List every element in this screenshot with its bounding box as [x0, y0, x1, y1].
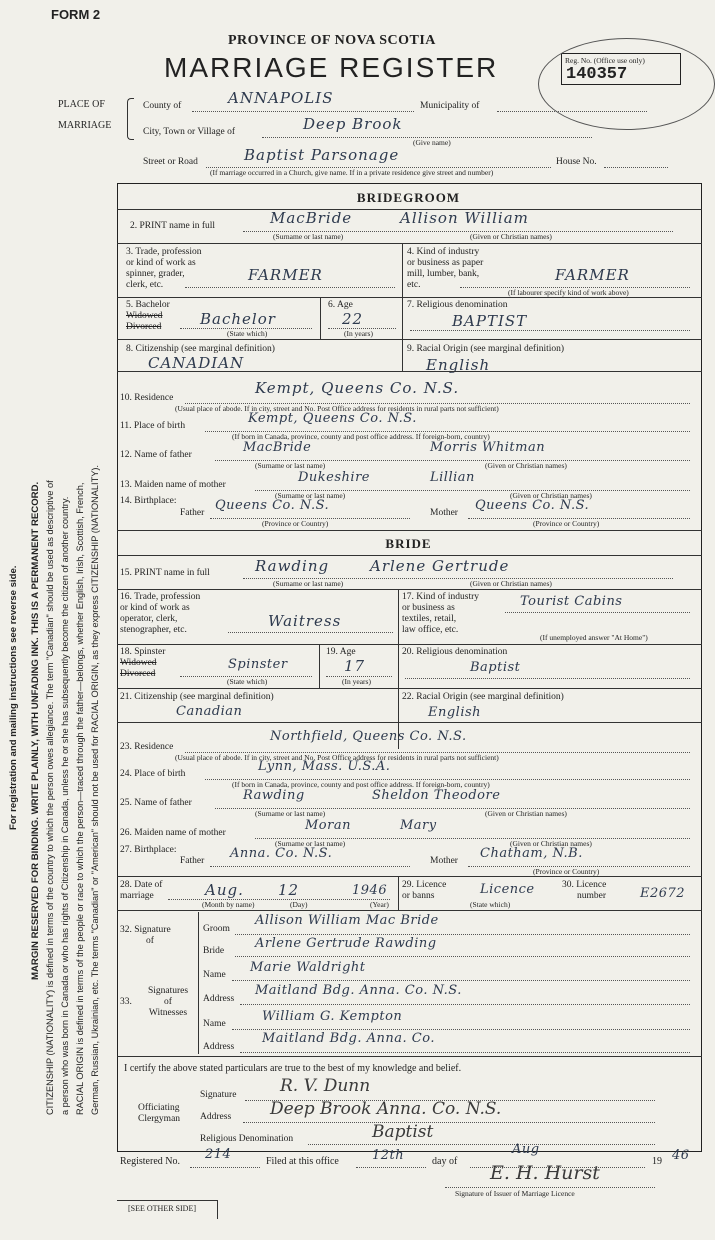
groom-racial: English [426, 356, 491, 374]
clergy-address-label: Address [200, 1112, 232, 1122]
clergy-denomination: Baptist [372, 1122, 434, 1142]
groom-mother-surname: Dukeshire [298, 470, 370, 485]
groom-residence: Kempt, Queens Co. N.S. [255, 379, 460, 397]
marriage-month-note: (Month by name) [202, 900, 255, 909]
margin-line-3: CITIZENSHIP (NATIONALITY) is defined in terms of the country to which the person owes allegiance. The term "Canadian" should be used as descriptive of [45, 480, 55, 1115]
w1-address-label: Address [203, 994, 235, 1004]
w2-address: Maitland Bdg. Anna. Co. [262, 1031, 435, 1046]
groom-name-label: 2. PRINT name in full [130, 221, 216, 231]
registered-number: 214 [205, 1147, 232, 1162]
filed-day: 12th [372, 1148, 405, 1163]
year-prefix: 19 [652, 1156, 662, 1167]
groom-bp-mother: Queens Co. N.S. [475, 498, 590, 513]
place-brace [127, 98, 134, 140]
bride-bp-father-label: Father [180, 856, 205, 866]
groom-citizenship: CANADIAN [148, 354, 245, 372]
place-note: (If marriage occurred in a Church, give name. If in a private residence give street and number) [210, 168, 494, 177]
bride-mother-given: Mary [400, 818, 437, 833]
groom-father-surname-note: (Surname or last name) [255, 461, 326, 470]
groom-status-label: 5. Bachelor Widowed Divorced [126, 300, 170, 332]
bride-father-surname-note: (Surname or last name) [255, 809, 326, 818]
bride-religion: Baptist [470, 660, 521, 675]
bride-industry: Tourist Cabins [520, 594, 623, 609]
groom-age: 22 [342, 310, 364, 328]
groom-religion: BAPTIST [452, 312, 528, 330]
bride-status: Spinster [228, 657, 288, 672]
county-label: County of [143, 101, 182, 111]
bride-birth: Lynn, Mass. U.S.A. [258, 759, 391, 774]
filed-label: Filed at this office [266, 1156, 339, 1167]
bride-header: BRIDE [385, 536, 432, 551]
groom-status-note: (State which) [227, 329, 268, 338]
county-value: ANNAPOLIS [228, 89, 334, 107]
groom-industry-label: 4. Kind of industry or business as paper mill, lumber, bank, etc. [407, 247, 484, 290]
groom-father-given: Morris Whitman [430, 440, 546, 455]
licence-number: E2672 [640, 886, 686, 901]
groom-trade: FARMER [248, 266, 323, 284]
marriage-day-note: (Day) [290, 900, 308, 909]
clergy-label: Officiating Clergyman [138, 1103, 181, 1124]
groom-bp-father-note: (Province or Country) [262, 519, 329, 528]
filed-year: 46 [672, 1148, 690, 1163]
w1-name: Marie Waldright [250, 960, 366, 975]
groom-father-label: 12. Name of father [120, 450, 192, 460]
bride-given-note: (Given or Christian names) [470, 579, 552, 588]
certify-text: I certify the above stated particulars are true to the best of my knowledge and belief. [124, 1063, 462, 1074]
municipality-label: Municipality of [420, 101, 480, 111]
place-label-1: PLACE OF [58, 99, 105, 110]
groom-bp-mother-label: Mother [430, 508, 458, 518]
groom-mother-given: Lillian [430, 470, 475, 485]
bride-industry-label: 17. Kind of industry or business as textiles, retail, law office, etc. [402, 592, 480, 635]
w1-name-label: Name [203, 970, 226, 980]
groom-birth-label: 11. Place of birth [120, 421, 186, 431]
w1-address: Maitland Bdg. Anna. Co. N.S. [255, 983, 462, 998]
groom-residence-label: 10. Residence [120, 393, 174, 403]
bride-residence: Northfield, Queens Co. N.S. [270, 729, 467, 744]
groom-residence-note: (Usual place of abode. If in city, street and No. Post Office address for residents in rural parts not sufficient) [175, 404, 499, 413]
margin-line-6: German, Russian, Ukrainian, etc. The terms "Canadian" or "American" should not be used for RACIAL ORIGIN, as they express CITIZENSHIP (NATIONALITY). [90, 465, 100, 1115]
marriage-year-note: (Year) [370, 900, 389, 909]
bride-age-label: 19. Age [326, 647, 356, 657]
day-of-label: day of [432, 1156, 458, 1167]
groom-surname: MacBride [270, 209, 353, 227]
bottom-rule [117, 1200, 218, 1219]
bride-father-given-note: (Given or Christian names) [485, 809, 567, 818]
filed-month: Aug [512, 1142, 540, 1157]
clergy-address: Deep Brook Anna. Co. N.S. [270, 1099, 502, 1119]
bride-signature: Arlene Gertrude Rawding [255, 936, 437, 951]
groom-industry-note: (If labourer specify kind of work above) [508, 288, 629, 297]
reg-label: Reg. No. (Office use only) [565, 56, 645, 65]
groom-bp-father-label: Father [180, 508, 205, 518]
bride-industry-note: (If unemployed answer "At Home") [540, 633, 648, 642]
groom-given: Allison William [400, 209, 529, 227]
groom-birth-note: (If born in Canada, province, county and post office address. If foreign-born, country) [232, 432, 490, 441]
bride-birthplace-label: 27. Birthplace: [120, 845, 177, 855]
bride-trade: Waitress [268, 612, 342, 630]
clergy-denom-label: Religious Denomination [200, 1134, 294, 1144]
bride-given: Arlene Gertrude [370, 557, 510, 575]
w2-name: William G. Kempton [262, 1009, 403, 1024]
issuer-signature: E. H. Hurst [490, 1162, 600, 1184]
bride-birth-note: (If born in Canada, province, county and post office address. If foreign-born, country) [232, 780, 490, 789]
bride-residence-label: 23. Residence [120, 742, 174, 752]
registered-label: Registered No. [120, 1156, 180, 1167]
issuer-label: Signature of Issuer of Marriage Licence [455, 1189, 575, 1198]
office-stamp [538, 38, 715, 130]
groom-bp-mother-note: (Province or Country) [533, 519, 600, 528]
clergy-signature: R. V. Dunn [280, 1076, 371, 1096]
licence-value: Licence [480, 882, 535, 897]
street-value: Baptist Parsonage [244, 146, 400, 164]
place-label-2: MARRIAGE [58, 120, 112, 131]
margin-line-4: a person who was born in Canada or who has rights of Citizenship in Canada, unless he or she has subsequently become the citizen of another country. [60, 496, 70, 1115]
licence-note: (State which) [470, 900, 511, 909]
street-label: Street or Road [143, 157, 198, 167]
groom-trade-label: 3. Trade, profession or kind of work as spinner, grader, clerk, etc. [126, 247, 202, 290]
bride-bp-mother-note: (Province or Country) [533, 867, 600, 876]
house-label: House No. [556, 157, 597, 167]
groom-age-label: 6. Age [328, 300, 353, 310]
province-heading: PROVINCE OF NOVA SCOTIA [228, 33, 436, 48]
groom-racial-label: 9. Racial Origin (see marginal definition) [407, 344, 565, 354]
marriage-month: Aug. [205, 881, 244, 899]
bride-mother-surname: Moran [305, 818, 351, 833]
see-other-side: [SEE OTHER SIDE] [128, 1204, 196, 1213]
bride-age-note: (In years) [342, 677, 371, 686]
bride-residence-note: (Usual place of abode. If in city, street and No. Post Office address for residents in rural parts not sufficient) [175, 753, 499, 762]
groom-mother-given-note: (Given or Christian names) [510, 491, 592, 500]
groom-mother-label: 13. Maiden name of mother [120, 480, 226, 490]
licence-label: 29. Licence or banns [402, 880, 447, 901]
sig32-label: 32. Signature of [120, 925, 171, 946]
wit33-label: 33. Signatures of Witnesses [120, 986, 189, 1018]
marriage-date-label: 28. Date of marriage [120, 880, 163, 901]
groom-father-surname: MacBride [243, 440, 312, 455]
bride-bp-mother-label: Mother [430, 856, 458, 866]
margin-line-1: MARGIN RESERVED FOR BINDING. WRITE PLAINLY, WITH UNFADING INK. THIS IS A PERMANENT RECORD. [30, 481, 41, 980]
bride-religion-label: 20. Religious denomination [402, 647, 508, 657]
groom-surname-note: (Surname or last name) [273, 232, 344, 241]
bride-name-label: 15. PRINT name in full [120, 568, 210, 578]
groom-birth: Kempt, Queens Co. N.S. [248, 411, 417, 426]
groom-age-note: (In years) [344, 329, 373, 338]
w2-name-label: Name [203, 1019, 226, 1029]
groom-father-given-note: (Given or Christian names) [485, 461, 567, 470]
bride-birth-label: 24. Place of birth [120, 769, 186, 779]
licence-number-label: 30. Licence number [562, 880, 607, 901]
bride-status-note: (State which) [227, 677, 268, 686]
bride-bp-father: Anna. Co. N.S. [230, 846, 333, 861]
city-note: (Give name) [413, 138, 451, 147]
reg-number: 140357 [566, 65, 628, 84]
bride-age: 17 [344, 657, 366, 675]
bride-citizenship: Canadian [176, 704, 243, 719]
w2-address-label: Address [203, 1042, 235, 1052]
margin-line-5: RACIAL ORIGIN is defined in terms of the people or race to which the person—traced through the father—belongs, whether English, Irish, Scottish, French, [75, 482, 85, 1115]
margin-line-2: For registration and mailing instructions see reverse side. [8, 565, 19, 830]
bride-father-label: 25. Name of father [120, 798, 192, 808]
bride-racial: English [428, 705, 482, 720]
form-number: FORM 2 [51, 7, 101, 22]
groom-sig-label: Groom [203, 924, 230, 934]
bride-status-label: 18. Spinster Widowed Divorced [120, 647, 166, 679]
city-label: City, Town or Village of [143, 127, 235, 137]
bridegroom-header: BRIDEGROOM [356, 190, 461, 205]
bride-sig-label: Bride [203, 946, 225, 956]
bride-father-given: Sheldon Theodore [372, 788, 501, 803]
marriage-day: 12 [278, 881, 300, 899]
bride-mother-given-note: (Given or Christian names) [510, 839, 592, 848]
groom-birthplace-label: 14. Birthplace: [120, 496, 177, 506]
bride-trade-label: 16. Trade, profession or kind of work as operator, clerk, stenographer, etc. [120, 592, 201, 635]
bride-racial-label: 22. Racial Origin (see marginal definition) [402, 692, 564, 702]
groom-signature: Allison William Mac Bride [255, 913, 439, 928]
marriage-year: 1946 [352, 883, 388, 898]
bride-citizenship-label: 21. Citizenship (see marginal definition) [120, 692, 274, 702]
bride-surname: Rawding [255, 557, 330, 575]
groom-bp-father: Queens Co. N.S. [215, 498, 330, 513]
bride-surname-note: (Surname or last name) [273, 579, 344, 588]
groom-mother-surname-note: (Surname or last name) [275, 491, 346, 500]
bride-mother-label: 26. Maiden name of mother [120, 828, 226, 838]
groom-industry: FARMER [555, 266, 630, 284]
bride-father-surname: Rawding [243, 788, 305, 803]
clergy-sig-label: Signature [200, 1090, 237, 1100]
groom-given-note: (Given or Christian names) [470, 232, 552, 241]
bride-mother-surname-note: (Surname or last name) [275, 839, 346, 848]
groom-religion-label: 7. Religious denomination [407, 300, 508, 310]
page-title: MARRIAGE REGISTER [164, 52, 499, 83]
groom-status: Bachelor [200, 310, 276, 328]
bride-bp-mother: Chatham, N.B. [480, 846, 583, 861]
city-value: Deep Brook [303, 115, 403, 133]
groom-citizenship-label: 8. Citizenship (see marginal definition) [126, 344, 275, 354]
